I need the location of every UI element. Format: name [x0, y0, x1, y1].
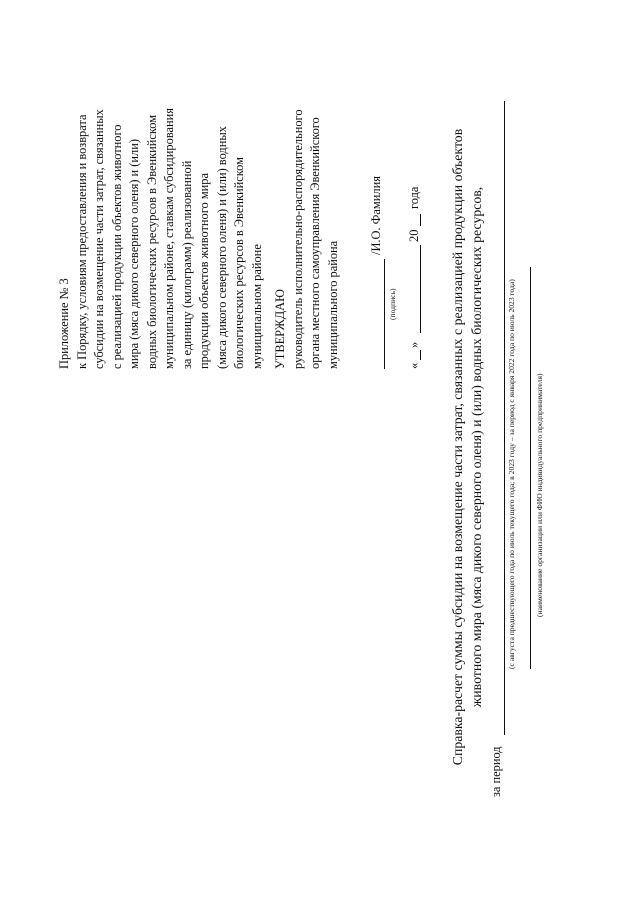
- period-caption: (с августа предшествующего года по июль текущего года; в 2023 году – за период с января 2022 года по июль 2023 года): [507, 279, 516, 669]
- period-label: за период: [489, 746, 503, 797]
- title-line: Справка-расчет суммы субсидии на возмещение части затрат, связанных с реализацией продукции объектов: [450, 128, 465, 766]
- approval-block: [272, 109, 342, 369]
- appendix-line: продукции объектов животного мира: [197, 173, 211, 369]
- signature-line[interactable]: [384, 259, 385, 369]
- date-year-prefix: 20: [407, 229, 421, 242]
- appendix-line: субсидии на возмещение части затрат, связанных: [92, 109, 106, 369]
- date-month-field[interactable]: [420, 245, 421, 333]
- date-close-quote: »: [407, 341, 421, 348]
- organization-field[interactable]: [530, 267, 531, 669]
- appendix-line: водных биологических ресурсов в Эвенкийском: [144, 114, 159, 369]
- signature-caption: (подпись): [388, 288, 397, 320]
- appendix-line: биологических ресурсов в Эвенкийском: [232, 157, 246, 369]
- appendix-line: к Порядку, условиям предоставления и возврата: [74, 114, 89, 369]
- date-open-quote: «: [407, 362, 421, 369]
- approval-line: руководитель исполнительно-распорядительного: [290, 109, 305, 369]
- title-line: животного мира (мяса дикого северного оленя) и (или) водных биологических ресурсов,: [469, 186, 484, 708]
- date-day-field[interactable]: [420, 350, 421, 360]
- date-year-suffix: года: [407, 186, 421, 209]
- document-title: [448, 97, 486, 797]
- approval-line: муниципального района: [325, 240, 340, 369]
- signatory-name: /И.О. Фамилия: [369, 176, 383, 255]
- appendix-line: муниципальном районе, ставкам субсидирования: [162, 108, 176, 369]
- appendix-line: (мяса дикого северного оленя) и (или) водных: [214, 126, 229, 369]
- organization-caption: (наименование организации или ФИО индивидуального предпринимателя): [535, 373, 544, 617]
- appendix-line: мира (мяса дикого северного оленя) и (или): [127, 139, 141, 369]
- approval-line: органа местного самоуправления Эвенкийского: [308, 117, 322, 369]
- appendix-line: за единицу (килограмм) реализованной: [179, 160, 194, 369]
- date-year-field[interactable]: [420, 214, 421, 226]
- appendix-block: [56, 108, 266, 369]
- approval-heading: УТВЕРЖДАЮ: [273, 289, 287, 369]
- period-field[interactable]: [504, 101, 505, 735]
- appendix-line: с реализацией продукции объектов животного: [109, 124, 124, 369]
- appendix-number: Приложение № 3: [57, 278, 71, 369]
- appendix-line: муниципальном районе: [249, 244, 264, 369]
